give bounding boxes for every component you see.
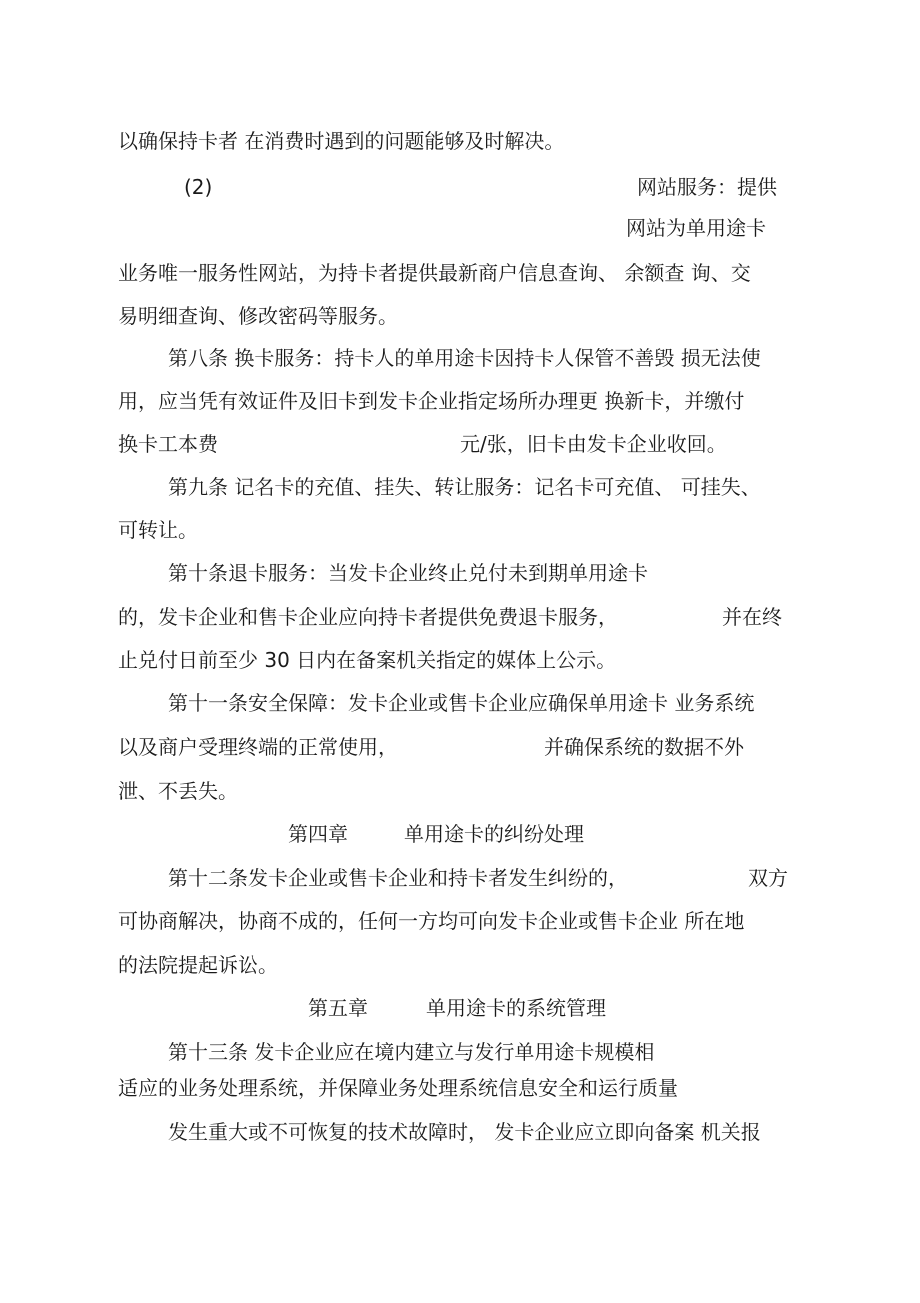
text-line: 以及商户受理终端的正常使用， (118, 735, 398, 759)
text-line: 网站服务：提供 (637, 175, 777, 199)
text-line: 网站为单用途卡 (626, 216, 766, 240)
text-line: 的，发卡企业和售卡企业应向持卡者提供免费退卡服务， (118, 605, 618, 629)
text-line: 泄、不丢失。 (118, 779, 238, 803)
text-line: 元/张，旧卡由发卡企业收回。 (460, 432, 727, 456)
text-line: 可协商解决，协商不成的，任何一方均可向发卡企业或售卡企业 所在地 (118, 909, 745, 933)
chapter-4-number: 第四章 (288, 822, 348, 846)
text-line: 发生重大或不可恢复的技术故障时， 发卡企业应立即向备案 机关报 (168, 1120, 761, 1144)
list-marker: (2) (184, 175, 213, 199)
text-line: 用，应当凭有效证件及旧卡到发卡企业指定场所办理更 换新卡，并缴付 (118, 389, 745, 413)
text-line: 双方 (748, 866, 788, 890)
text-line: 以确保持卡者 在消费时遇到的问题能够及时解决。 (118, 129, 565, 153)
text-line: 业务唯一服务性网站，为持卡者提供最新商户信息查询、 余额查 询、交 (118, 261, 751, 285)
text-line: 换卡工本费 (118, 432, 218, 456)
text-line: 易明细查询、修改密码等服务。 (118, 304, 398, 328)
text-line: 止兑付日前至少 30 日内在备案机关指定的媒体上公示。 (118, 648, 617, 672)
article-10-line: 第十条退卡服务：当发卡企业终止兑付未到期单用途卡 (168, 561, 648, 585)
chapter-5-number: 第五章 (308, 996, 368, 1020)
text-line: 适应的业务处理系统，并保障业务处理系统信息安全和运行质量 (118, 1076, 678, 1100)
text-line: 的法院提起诉讼。 (118, 953, 278, 977)
article-11-line: 第十一条安全保障：发卡企业或售卡企业应确保单用途卡 业务系统 (168, 691, 755, 715)
article-9-line: 第九条 记名卡的充值、挂失、转让服务：记名卡可充值、 可挂失、 (168, 475, 761, 499)
chapter-5-title: 单用途卡的系统管理 (426, 996, 606, 1020)
article-8-line: 第八条 换卡服务：持卡人的单用途卡因持卡人保管不善毁 损无法使 (168, 346, 761, 370)
article-13-line: 第十三条 发卡企业应在境内建立与发行单用途卡规模相 (168, 1040, 655, 1064)
chapter-4-title: 单用途卡的纠纷处理 (404, 822, 584, 846)
article-12-line: 第十二条发卡企业或售卡企业和持卡者发生纠纷的， (168, 866, 628, 890)
text-line: 并确保系统的数据不外 (544, 735, 744, 759)
text-line: 可转让。 (118, 518, 198, 542)
text-line: 并在终 (722, 605, 782, 629)
